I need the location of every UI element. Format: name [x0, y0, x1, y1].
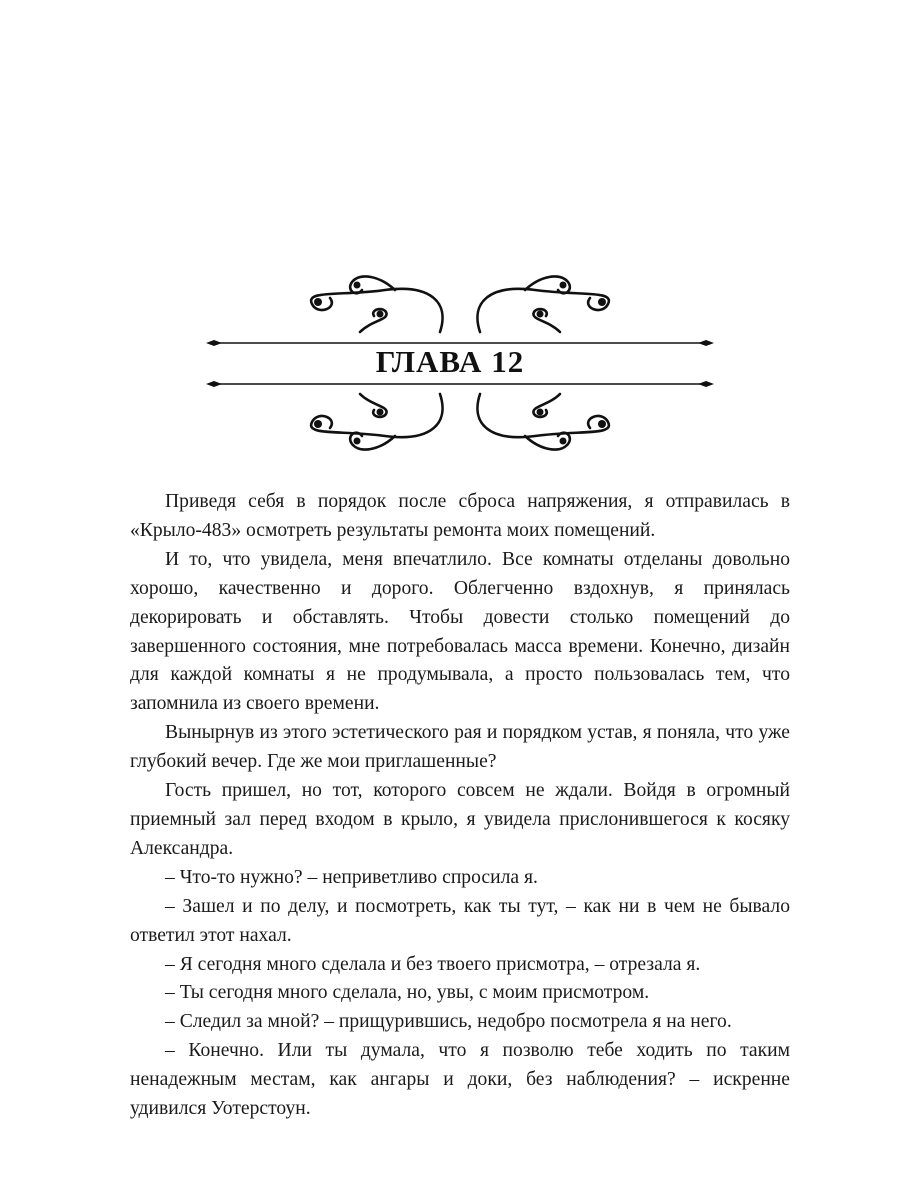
- dialogue-line: – Я сегодня много сделала и без твоего присмотра, – отрезала я.: [165, 953, 701, 975]
- paragraph: Вынырнув из этого эстетического рая и порядком устав, я поняла, что уже глубокий вечер. Где же мои приглашенные?: [130, 722, 790, 773]
- paragraph: И то, что увидела, меня впечатлило. Все комнаты отделаны довольно хорошо, качественно и дорого. Облегченно вздохнув, я принялась декорировать и обставлять. Чтобы довести столько помещений до завершенного состояния, мне потребовалась масса времени. Конечно, дизайн для каждой комнаты я не продумывала, а просто пользовалась тем, что запомнила из своего времени.: [130, 548, 790, 715]
- dialogue-line: – Зашел и по делу, и посмотреть, как ты тут, – как ни в чем не бывало ответил этот нахал.: [130, 895, 790, 946]
- ornament-top-scrolls: [311, 276, 609, 332]
- dialogue-line: – Что-то нужно? – неприветливо спросила я.: [165, 866, 538, 888]
- chapter-body: [130, 488, 790, 1124]
- dialogue-line: – Конечно. Или ты думала, что я позволю тебе ходить по таким ненадежным местам, как ангары и доки, без наблюдения? – искренне удивился Уотерстоун.: [130, 1040, 790, 1120]
- paragraph: Гость пришел, но тот, которого совсем не ждали. Войдя в огромный приемный зал перед входом в крыло, я увидела прислонившегося к косяку Александра.: [130, 780, 790, 859]
- ornament-bottom-scrolls: [311, 394, 609, 450]
- dialogue-line: – Ты сегодня много сделала, но, увы, с моим присмотром.: [165, 982, 650, 1004]
- paragraph: Приведя себя в порядок после сброса напряжения, я отправилась в «Крыло-483» осмотреть результаты ремонта моих помещений.: [130, 491, 790, 541]
- chapter-title: ГЛАВА 12: [375, 344, 525, 379]
- dialogue-line: – Следил за мной? – прищурившись, недобро посмотрела я на него.: [165, 1011, 732, 1033]
